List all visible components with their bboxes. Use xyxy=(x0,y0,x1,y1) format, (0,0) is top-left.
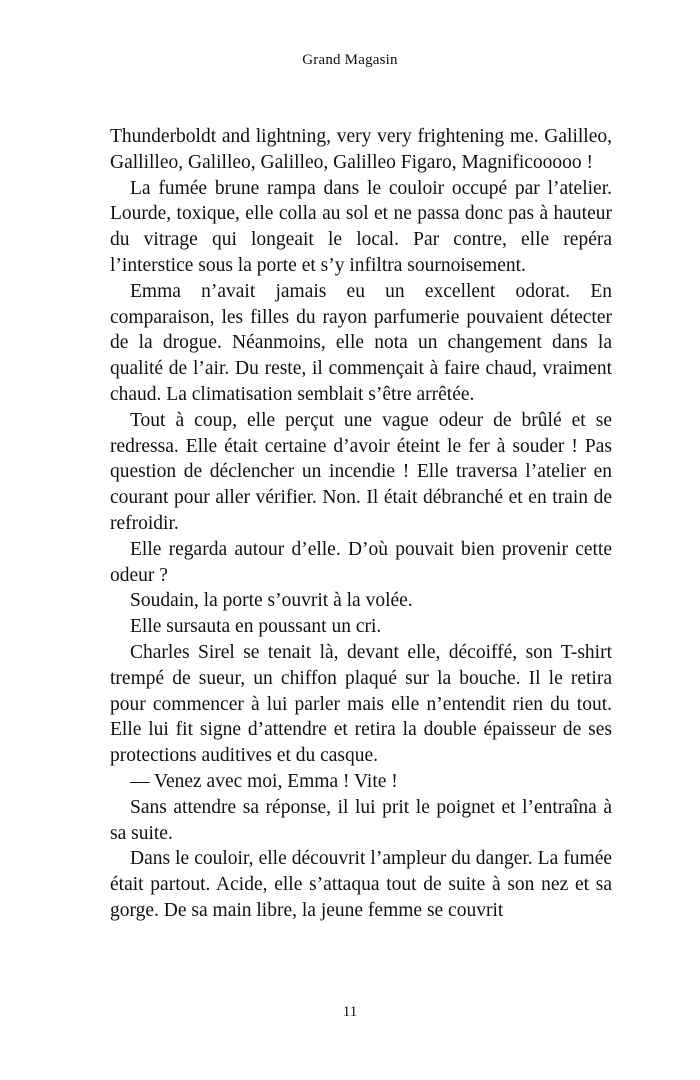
dialogue-line: — Venez avec moi, Emma ! Vite ! xyxy=(130,770,398,792)
paragraph: Dans le couloir, elle découvrit l’ampleur du danger. La fumée était partout. Acide, elle s’attaqua tout de suite à son nez et sa gorge. De sa main libre, la jeune femme se couvrit xyxy=(110,848,612,921)
body-text xyxy=(110,124,612,924)
paragraph: Emma n’avait jamais eu un excellent odorat. En comparaison, les filles du rayon parfumerie pouvaient détecter de la drogue. Néanmoins, elle nota un changement dans la qualité de l’air. Du reste, il commençait à faire chaud, vraiment chaud. La climatisation semblait s’être arrêtée. xyxy=(110,280,612,405)
paragraph: La fumée brune rampa dans le couloir occupé par l’atelier. Lourde, toxique, elle colla au sol et ne passa donc pas à hauteur du vitrage qui longeait le local. Par contre, elle repéra l’interstice sous la porte et s’y infiltra sournoisement. xyxy=(110,177,612,276)
paragraph: Charles Sirel se tenait là, devant elle, décoiffé, son T-shirt trempé de sueur, un chiffon plaqué sur la bouche. Il le retira pour commencer à lui parler mais elle n’entendit rien du tout. Elle lui fit signe d’attendre et retira la double épaisseur de ses protections auditives et du casque. xyxy=(110,641,612,767)
paragraph: Soudain, la porte s’ouvrit à la volée. xyxy=(130,590,413,612)
paragraph: Sans attendre sa réponse, il lui prit le poignet et l’entraîna à sa suite. xyxy=(110,796,612,844)
paragraph: Tout à coup, elle perçut une vague odeur de brûlé et se redressa. Elle était certaine d’avoir éteint le fer à souder ! Pas question de déclencher un incendie ! Elle traversa l’atelier en courant pour aller vérifier. Non. Il était débranché et en train de refroidir. xyxy=(110,409,612,534)
running-header: Grand Magasin xyxy=(302,52,398,68)
page-number: 11 xyxy=(342,1004,358,1020)
paragraph: Thunderboldt and lightning, very very frightening me. Galilleo, Gallilleo, Galilleo, Galilleo, Galilleo Figaro, Magnificooooo ! xyxy=(110,126,612,173)
paragraph: Elle sursauta en poussant un cri. xyxy=(130,616,382,638)
paragraph: Elle regarda autour d’elle. D’où pouvait bien provenir cette odeur ? xyxy=(110,538,612,586)
